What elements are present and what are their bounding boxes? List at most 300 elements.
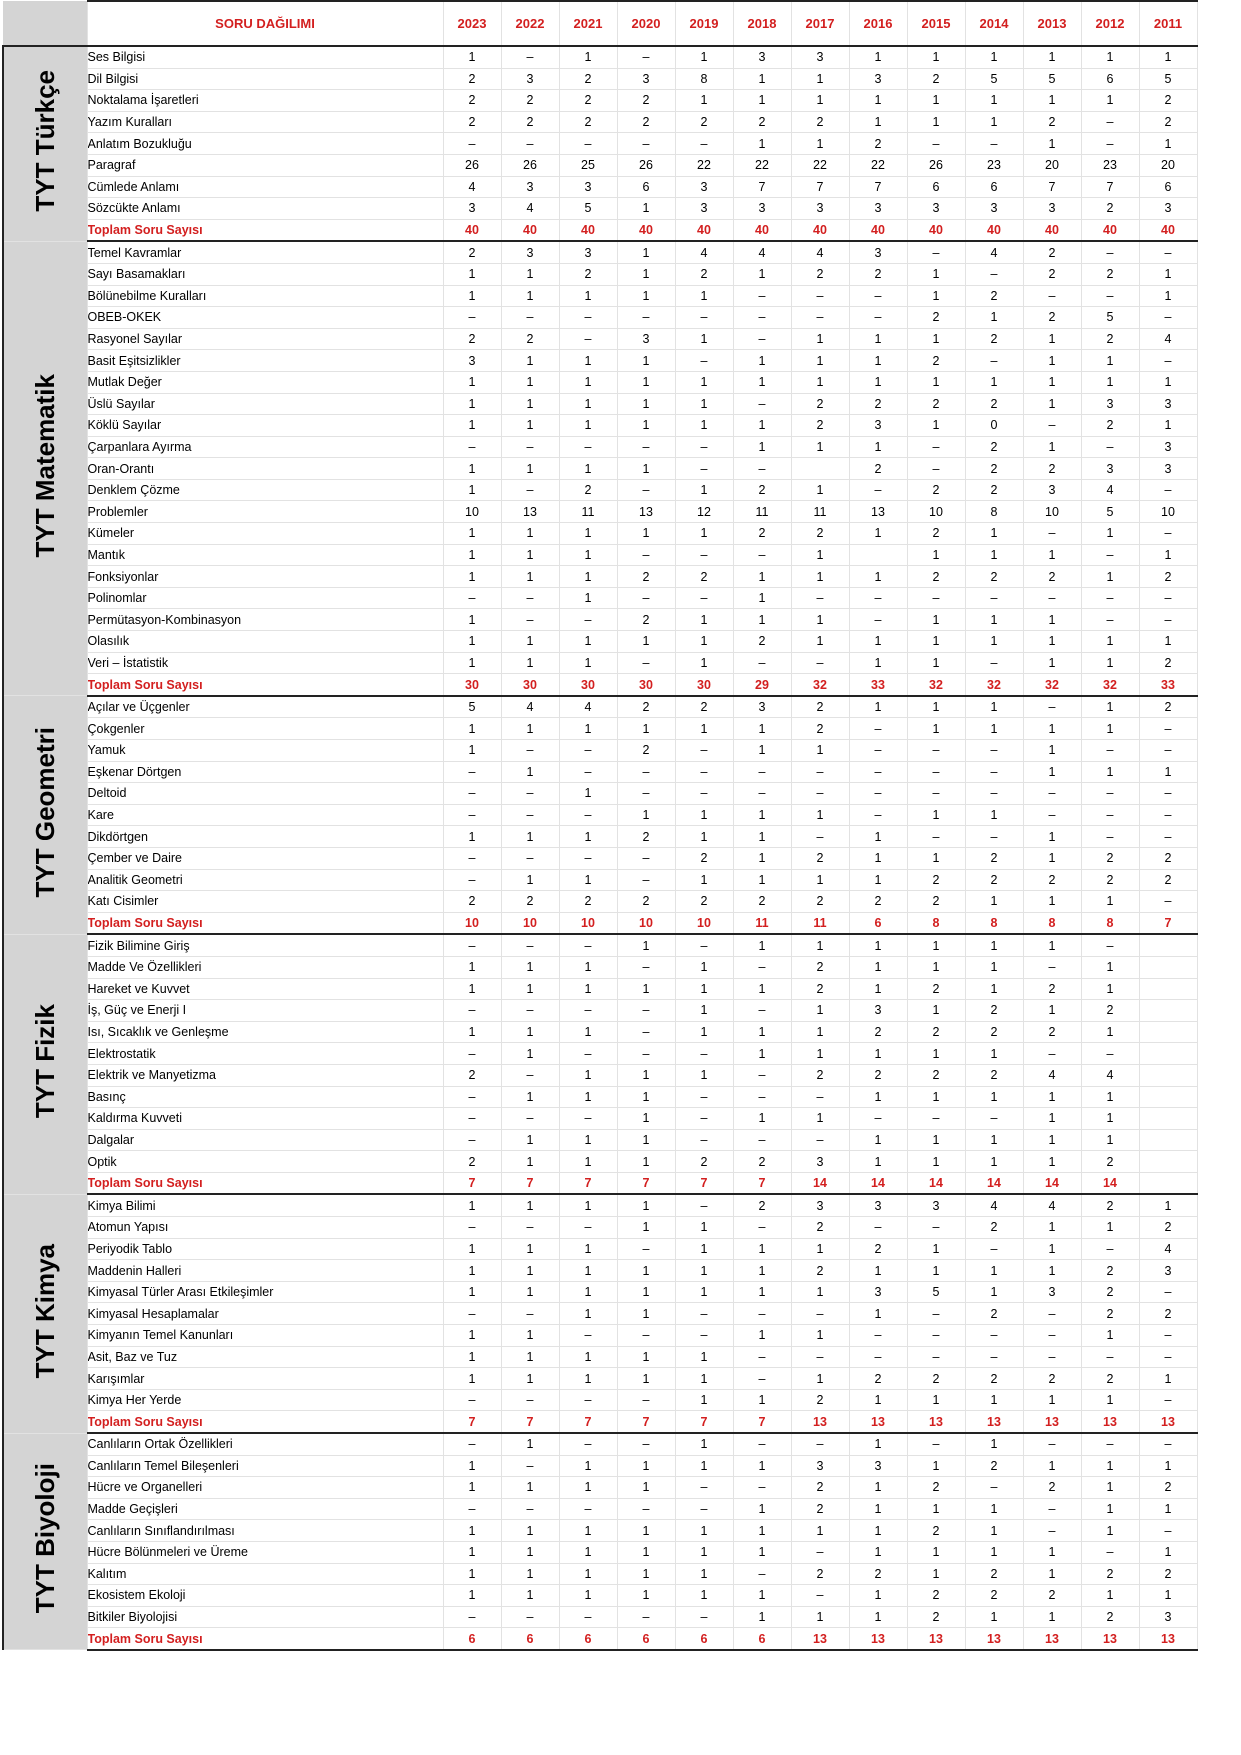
value-cell: – [1139,1389,1197,1411]
value-cell: 2 [1139,90,1197,112]
value-cell: – [907,1108,965,1130]
value-cell: – [559,1498,617,1520]
total-cell: 30 [617,674,675,696]
table-row [3,652,1197,674]
total-cell: 13 [1023,1628,1081,1650]
value-cell: – [501,783,559,805]
value-cell: 1 [501,1086,559,1108]
value-cell: 3 [1081,393,1139,415]
value-cell: – [733,458,791,480]
topic-label: Analitik Geometri [87,869,443,891]
value-cell: 1 [675,1433,733,1455]
value-cell: 1 [733,1389,791,1411]
value-cell: 1 [1023,1238,1081,1260]
value-cell: 1 [907,1260,965,1282]
value-cell: 1 [1081,978,1139,1000]
value-cell: – [733,1064,791,1086]
value-cell: 2 [791,111,849,133]
value-cell: 3 [849,1000,907,1022]
value-cell: – [675,133,733,155]
total-label: Toplam Soru Sayısı [87,1172,443,1194]
value-cell: 1 [965,1043,1023,1065]
value-cell: 1 [501,1585,559,1607]
value-cell: 1 [501,869,559,891]
value-cell: 1 [443,631,501,653]
value-cell: – [1139,891,1197,913]
value-cell: 2 [1081,1194,1139,1216]
value-cell: 1 [1023,609,1081,631]
value-cell: 1 [791,1043,849,1065]
value-cell: 2 [907,393,965,415]
topic-label: Atomun Yapısı [87,1217,443,1239]
total-label: Toplam Soru Sayısı [87,1628,443,1650]
value-cell: – [907,826,965,848]
value-cell: 2 [791,1498,849,1520]
value-cell: 1 [849,1389,907,1411]
value-cell: 8 [675,68,733,90]
value-cell: 2 [965,1563,1023,1585]
value-cell: 2 [1023,566,1081,588]
total-cell: 10 [443,912,501,934]
value-cell: – [617,46,675,68]
value-cell: 1 [559,1520,617,1542]
value-cell: 1 [617,1281,675,1303]
value-cell: 1 [1081,350,1139,372]
value-cell: 1 [443,415,501,437]
value-cell: 1 [791,1108,849,1130]
value-cell: 1 [733,90,791,112]
value-cell: 1 [1023,1151,1081,1173]
value-cell: 1 [965,371,1023,393]
value-cell: 1 [617,371,675,393]
value-cell: 1 [1139,1368,1197,1390]
value-cell: 1 [675,609,733,631]
value-cell: – [733,1477,791,1499]
value-cell: – [443,307,501,329]
value-cell: 4 [1081,479,1139,501]
value-cell: – [907,783,965,805]
value-cell: 2 [965,1064,1023,1086]
table-row [3,1217,1197,1239]
value-cell: 1 [501,1433,559,1455]
value-cell: 3 [501,68,559,90]
value-cell: 1 [1081,696,1139,718]
section-title: TYT Fizik [30,1004,61,1119]
total-label: Toplam Soru Sayısı [87,674,443,696]
value-cell: 1 [1139,415,1197,437]
value-cell: – [1139,826,1197,848]
value-cell: – [965,1346,1023,1368]
topic-label: Asit, Baz ve Tuz [87,1346,443,1368]
value-cell: 1 [559,718,617,740]
table-row [3,1585,1197,1607]
value-cell: 1 [1023,133,1081,155]
value-cell: 1 [675,1585,733,1607]
value-cell: – [791,761,849,783]
value-cell: 1 [1081,523,1139,545]
topic-label: Canlıların Sınıflandırılması [87,1520,443,1542]
table-row [3,1238,1197,1260]
value-cell: – [733,1129,791,1151]
value-cell: – [443,934,501,956]
value-cell: – [675,1129,733,1151]
value-cell: 3 [849,1455,907,1477]
value-cell: – [1081,1541,1139,1563]
section-title: TYT Matematik [30,373,61,558]
total-cell: 6 [443,1628,501,1650]
value-cell: 1 [1081,1217,1139,1239]
empty-cell [1139,978,1197,1000]
total-cell: 30 [675,674,733,696]
table-row [3,1433,1197,1455]
topic-label: Deltoid [87,783,443,805]
value-cell: 1 [849,631,907,653]
value-cell: 1 [1139,1585,1197,1607]
value-cell: – [443,1086,501,1108]
value-cell: – [675,1303,733,1325]
value-cell: 3 [1139,1606,1197,1628]
value-cell: 1 [617,241,675,263]
value-cell: 3 [849,198,907,220]
value-cell: 4 [1023,1194,1081,1216]
value-cell: 2 [1023,241,1081,263]
value-cell: 3 [617,328,675,350]
value-cell: 1 [849,1151,907,1173]
value-cell: – [791,826,849,848]
value-cell: 1 [965,111,1023,133]
value-cell: – [907,241,965,263]
value-cell: 2 [559,90,617,112]
value-cell: 1 [733,1498,791,1520]
value-cell: 2 [849,1368,907,1390]
value-cell: 1 [617,1194,675,1216]
value-cell: – [1139,609,1197,631]
value-cell: 1 [907,1151,965,1173]
topic-label: Hücre Bölünmeleri ve Üreme [87,1541,443,1563]
total-cell: 8 [965,912,1023,934]
value-cell: – [675,1606,733,1628]
value-cell: 2 [733,111,791,133]
value-cell: 1 [791,133,849,155]
value-cell: 1 [443,1281,501,1303]
value-cell: 10 [1023,501,1081,523]
table-row [3,1325,1197,1347]
total-cell: 8 [1081,912,1139,934]
value-cell: – [501,847,559,869]
value-cell: – [559,1108,617,1130]
table-row [3,1151,1197,1173]
value-cell: 1 [675,1217,733,1239]
value-cell: 13 [849,501,907,523]
value-cell: 3 [1139,1260,1197,1282]
table-row [3,1498,1197,1520]
value-cell: 1 [443,956,501,978]
table-row [3,1368,1197,1390]
topic-label: Bitkiler Biyolojisi [87,1606,443,1628]
value-cell: 1 [733,1606,791,1628]
value-cell: 1 [617,523,675,545]
value-cell: – [443,1108,501,1130]
value-cell: 2 [791,1217,849,1239]
topic-label: Kimya Her Yerde [87,1389,443,1411]
value-cell: – [791,1303,849,1325]
value-cell: – [1139,804,1197,826]
value-cell: 1 [849,1541,907,1563]
value-cell: – [1139,307,1197,329]
value-cell: – [559,436,617,458]
value-cell: 1 [675,1021,733,1043]
value-cell: 1 [617,285,675,307]
value-cell: – [849,609,907,631]
value-cell: – [1139,740,1197,762]
value-cell: 13 [617,501,675,523]
value-cell: 1 [501,1520,559,1542]
value-cell: 1 [559,350,617,372]
table-row [3,307,1197,329]
value-cell: 2 [1139,111,1197,133]
section-label-cell [3,1194,87,1433]
value-cell: – [907,133,965,155]
value-cell: – [733,1563,791,1585]
value-cell: 5 [1081,501,1139,523]
value-cell: – [791,652,849,674]
topic-label: Temel Kavramlar [87,241,443,263]
value-cell: – [965,1108,1023,1130]
value-cell: 1 [1081,761,1139,783]
year-header: 2013 [1023,1,1081,46]
topic-label: Elektrik ve Manyetizma [87,1064,443,1086]
value-cell: – [733,783,791,805]
table-row [3,328,1197,350]
value-cell: – [1023,1433,1081,1455]
value-cell: 1 [617,804,675,826]
value-cell: 7 [791,176,849,198]
value-cell: 1 [965,1151,1023,1173]
value-cell: – [675,783,733,805]
value-cell: 1 [733,1043,791,1065]
value-cell: – [907,1325,965,1347]
value-cell: – [1023,1498,1081,1520]
total-cell: 40 [965,219,1023,241]
value-cell: 1 [675,46,733,68]
value-cell: 1 [559,523,617,545]
value-cell: 2 [965,869,1023,891]
value-cell: 1 [443,1585,501,1607]
value-cell: 1 [443,371,501,393]
value-cell: 1 [559,1563,617,1585]
value-cell: 1 [443,1563,501,1585]
value-cell: 5 [1023,68,1081,90]
value-cell: 1 [907,804,965,826]
value-cell: – [675,740,733,762]
value-cell: 4 [675,241,733,263]
table-row [3,90,1197,112]
value-cell: 1 [1139,285,1197,307]
value-cell: 1 [1023,544,1081,566]
section-label-cell [3,1433,87,1650]
value-cell: 1 [443,1021,501,1043]
value-cell: 1 [443,479,501,501]
value-cell: 1 [733,934,791,956]
topic-label: Yazım Kuralları [87,111,443,133]
value-cell: 3 [965,198,1023,220]
topic-label: Madde Ve Özellikleri [87,956,443,978]
table-row [3,479,1197,501]
value-cell: – [791,1585,849,1607]
value-cell: 2 [1023,1477,1081,1499]
value-cell: 1 [559,1368,617,1390]
total-cell: 30 [501,674,559,696]
value-cell: – [1023,1303,1081,1325]
value-cell: 5 [907,1281,965,1303]
value-cell: 8 [965,501,1023,523]
value-cell: – [733,1368,791,1390]
value-cell: 1 [443,718,501,740]
value-cell: – [1023,696,1081,718]
value-cell: 1 [443,1260,501,1282]
section-label-cell [3,46,87,241]
value-cell: 2 [733,631,791,653]
value-cell: 1 [907,1000,965,1022]
value-cell: 2 [907,869,965,891]
value-cell: – [443,1606,501,1628]
total-cell: 14 [849,1172,907,1194]
value-cell: 1 [443,1346,501,1368]
total-cell: 30 [559,674,617,696]
value-cell: 1 [849,371,907,393]
value-cell: 1 [443,609,501,631]
value-cell: 3 [443,198,501,220]
topic-label: Yamuk [87,740,443,762]
value-cell: 1 [965,307,1023,329]
value-cell: 2 [1081,1281,1139,1303]
total-cell: 40 [1139,219,1197,241]
value-cell: 1 [675,371,733,393]
value-cell: 1 [443,978,501,1000]
topic-label: İş, Güç ve Enerji I [87,1000,443,1022]
empty-cell [1139,1021,1197,1043]
topic-label: Karışımlar [87,1368,443,1390]
value-cell: 1 [675,1368,733,1390]
total-row [3,1172,1197,1194]
value-cell: – [733,1433,791,1455]
value-cell: 26 [443,154,501,176]
value-cell: 1 [907,263,965,285]
table-row [3,1260,1197,1282]
value-cell: 1 [1081,652,1139,674]
table-title: SORU DAĞILIMI [87,1,443,46]
value-cell: 2 [965,1585,1023,1607]
value-cell: 1 [907,631,965,653]
value-cell: 1 [675,328,733,350]
table-row [3,371,1197,393]
value-cell: 2 [675,263,733,285]
year-header: 2015 [907,1,965,46]
value-cell: 2 [1081,263,1139,285]
total-cell: 6 [501,1628,559,1650]
value-cell: – [965,350,1023,372]
value-cell: 2 [675,566,733,588]
table-row [3,68,1197,90]
value-cell: – [675,1194,733,1216]
value-cell: 3 [791,1455,849,1477]
value-cell: 1 [443,393,501,415]
value-cell: – [559,804,617,826]
total-cell: 6 [849,912,907,934]
value-cell: 1 [733,68,791,90]
value-cell: 2 [617,891,675,913]
topic-label: Hücre ve Organelleri [87,1477,443,1499]
value-cell: 2 [791,696,849,718]
value-cell: – [1081,587,1139,609]
table-row [3,458,1197,480]
value-cell: – [443,1498,501,1520]
value-cell: 1 [1081,1086,1139,1108]
value-cell: – [1081,1238,1139,1260]
value-cell: 1 [1023,1000,1081,1022]
value-cell: 1 [501,566,559,588]
value-cell: 1 [1081,1021,1139,1043]
value-cell: 22 [733,154,791,176]
value-cell: 1 [559,1194,617,1216]
value-cell: 2 [849,891,907,913]
value-cell: – [965,133,1023,155]
value-cell: 1 [617,1129,675,1151]
value-cell: 1 [1023,891,1081,913]
value-cell: 3 [1139,458,1197,480]
value-cell: 1 [733,1108,791,1130]
value-cell: 1 [965,934,1023,956]
total-cell: 7 [617,1411,675,1433]
value-cell: 3 [849,241,907,263]
value-cell: 1 [501,1238,559,1260]
value-cell: 1 [1081,1455,1139,1477]
table-row [3,1108,1197,1130]
table-row [3,609,1197,631]
value-cell: 11 [733,501,791,523]
value-cell: – [733,956,791,978]
total-cell: 10 [675,912,733,934]
table-row [3,740,1197,762]
value-cell: 1 [791,90,849,112]
value-cell: – [617,1498,675,1520]
value-cell: – [1023,285,1081,307]
value-cell: – [849,740,907,762]
value-cell: 2 [965,436,1023,458]
value-cell: 7 [1023,176,1081,198]
value-cell: – [907,1346,965,1368]
value-cell: 1 [849,1477,907,1499]
year-header: 2016 [849,1,907,46]
total-cell: 7 [443,1411,501,1433]
value-cell: 2 [791,1064,849,1086]
value-cell: – [617,783,675,805]
value-cell: – [675,587,733,609]
header-row [3,1,1197,46]
value-cell: 1 [617,934,675,956]
table-row [3,804,1197,826]
value-cell: 1 [965,1389,1023,1411]
value-cell: 1 [849,1043,907,1065]
table-row [3,154,1197,176]
value-cell: 1 [1081,1325,1139,1347]
value-cell: – [617,869,675,891]
value-cell: 2 [1081,328,1139,350]
value-cell: 5 [559,198,617,220]
table-row [3,1194,1197,1216]
total-cell: 29 [733,674,791,696]
value-cell: 1 [733,847,791,869]
